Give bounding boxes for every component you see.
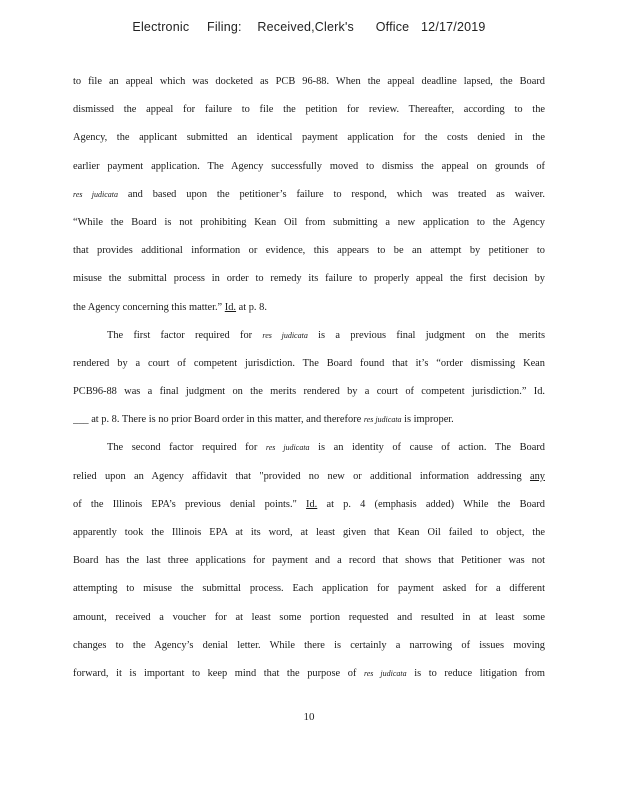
body-text	[73, 68, 545, 688]
header-electronic: Electronic	[132, 20, 190, 34]
text-line	[73, 294, 545, 322]
res-judicata-term: res judicata	[363, 415, 402, 425]
text-line: Board has the last three applications for payment and a record that shows that Petitioner was not	[73, 555, 545, 567]
text-span: at p. 4 (emphasis added) While the Board	[317, 498, 545, 510]
res-judicata-term: res judicata	[265, 443, 310, 453]
text-line: PCB96-88 was a final judgment on the merits rendered by a court of competent jurisdiction.” Id.	[73, 386, 545, 398]
electronic-filing-header	[0, 20, 618, 34]
text-line	[73, 322, 545, 350]
res-judicata-term: res judicata	[363, 668, 407, 678]
text-line: that provides additional information or evidence, this appears to be an attempt by petitioner to	[73, 245, 545, 257]
text-line	[73, 660, 545, 688]
text-line	[73, 491, 545, 519]
citation-id: Id.	[306, 498, 318, 510]
header-date: 12/17/2019	[421, 20, 486, 34]
citation-blank: ___	[73, 414, 89, 426]
res-judicata-term: res judicata	[262, 330, 308, 340]
text-span: is improper.	[401, 414, 454, 426]
citation-id: Id.	[224, 301, 237, 313]
text-line: misuse the submittal process in order to remedy its failure to properly appeal the first decision by	[73, 273, 545, 285]
text-line: Agency, the applicant submitted an identical payment application for the costs denied in the	[73, 132, 545, 144]
text-line: rendered by a court of competent jurisdiction. The Board found that it’s “order dismissing Kean	[73, 357, 545, 369]
text-line	[73, 181, 545, 209]
text-line	[73, 463, 545, 491]
text-span: at p. 8. There is no prior Board order in this matter, and therefore	[88, 414, 364, 426]
text-line: amount, received a voucher for at least some portion requested and resulted in at least some	[73, 611, 545, 623]
text-span: The second factor required for	[107, 442, 266, 454]
header-received-clerks: Received,Clerk's	[257, 20, 355, 34]
text-line: earlier payment application. The Agency successfully moved to dismiss the appeal on grounds of	[73, 160, 545, 172]
text-span: of the Illinois EPA’s previous denial points."	[73, 498, 307, 510]
res-judicata-term: res judicata	[73, 189, 118, 199]
text-line: changes to the Agency’s denial letter. While there is certainly a narrowing of issues moving	[73, 639, 545, 651]
header-office: Office	[375, 20, 410, 34]
text-line	[73, 434, 545, 462]
text-span: is to reduce litigation from	[406, 667, 545, 679]
text-line: dismissed the appeal for failure to file the petition for review. Thereafter, according to the	[73, 104, 545, 116]
text-span: The first factor required for	[107, 329, 263, 341]
text-line: attempting to misuse the submittal process. Each application for payment asked for a different	[73, 583, 545, 595]
header-filing: Filing:	[206, 20, 242, 34]
text-span: relied upon an Agency affidavit that "provided no new or additional information addressing	[73, 470, 530, 482]
text-line	[73, 406, 545, 434]
text-span: forward, it is important to keep mind that the purpose of	[73, 667, 364, 679]
emphasized-any: any	[529, 470, 545, 482]
text-span: the Agency concerning this matter.”	[73, 301, 225, 313]
text-span: at p. 8.	[236, 301, 267, 313]
page-number: 10	[303, 711, 315, 723]
text-line: “While the Board is not prohibiting Kean Oil from submitting a new application to the Agency	[73, 216, 545, 228]
text-span: is an identity of cause of action. The Board	[309, 442, 545, 454]
text-span: is a previous final judgment on the merits	[307, 329, 545, 341]
text-span: and based upon the petitioner’s failure to respond, which was treated as waiver.	[117, 188, 545, 200]
text-line: to file an appeal which was docketed as PCB 96-88. When the appeal deadline lapsed, the Board	[73, 76, 545, 87]
text-line: apparently took the Illinois EPA at its word, at least given that Kean Oil failed to object, the	[73, 527, 545, 538]
